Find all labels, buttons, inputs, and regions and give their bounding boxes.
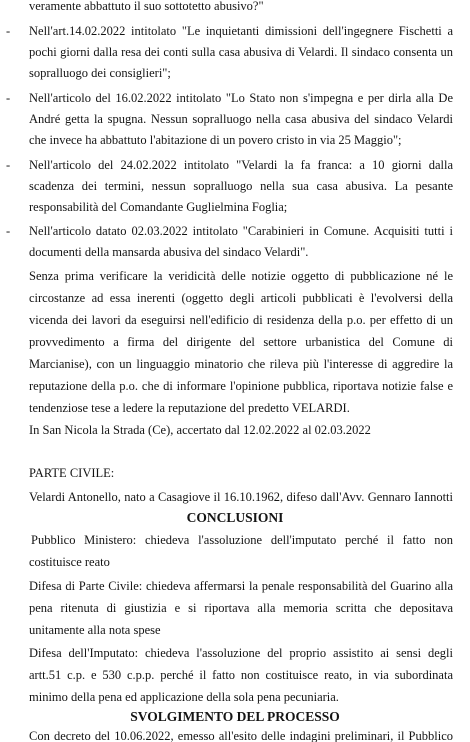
- text-line: artt.51 c.p. e 530 c.p.p. perché il fatto non costituisce reato, in via subordinata: [29, 668, 453, 682]
- text-line: veramente abbattuto il suo sottotetto abusivo?": [29, 0, 264, 13]
- text-line: Velardi Antonello, nato a Casagiove il 16.10.1962, difeso dall'Avv. Gennaro Iannotti: [29, 490, 453, 504]
- bullet-dash: -: [6, 158, 11, 172]
- text-line: Difesa dell'Imputato: chiedeva l'assoluzione del proprio assistito ai sensi degli: [29, 646, 453, 660]
- text-line: circostanze ad essa inerenti (oggetto degli articoli pubblicati è l'evolversi della: [29, 291, 453, 305]
- section-label-parte-civile: PARTE CIVILE:: [29, 466, 115, 480]
- text-line: unitamente alla nota spese: [29, 623, 161, 637]
- text-line: documenti della mansarda abusiva del sindaco Velardi".: [29, 245, 309, 259]
- bullet-dash: -: [6, 24, 11, 38]
- text-line: responsabilità del Comandante Guglielmina Foglia;: [29, 200, 288, 214]
- text-line: Nell'art.14.02.2022 intitolato "Le inquietanti dimissioni dell'ingegnere Fischetti a: [29, 24, 453, 38]
- text-line: scadenza dei termini, nessun sopralluogo nella sua casa abusiva. La pesante: [29, 179, 453, 193]
- text-line: In San Nicola la Strada (Ce), accertato dal 12.02.2022 al 02.03.2022: [29, 423, 371, 437]
- heading-conclusioni: CONCLUSIONI: [186, 510, 284, 525]
- text-line: Nell'articolo del 16.02.2022 intitolato "Lo Stato non s'impegna e per dirla alla De: [29, 91, 453, 105]
- text-line: Senza prima verificare la veridicità delle notizie oggetto di pubblicazione né le: [29, 269, 453, 283]
- heading-svolgimento-del-processo: SVOLGIMENTO DEL PROCESSO: [130, 709, 340, 724]
- text-line: che invece ha abbattuto l'abitazione di un povero cristo in via 25 Maggio";: [29, 133, 402, 147]
- bullet-dash: -: [6, 91, 11, 105]
- text-line: costituisce reato: [29, 555, 110, 569]
- text-line: Nell'articolo del 24.02.2022 intitolato "Velardi la fa franca: a 10 giorni dalla: [29, 158, 453, 172]
- text-line: Marcianise), con un linguaggio minatorio che rileva più l'interesse di aggredire la: [29, 357, 453, 371]
- bullet-dash: -: [6, 224, 11, 238]
- text-line: André getta la spugna. Nessun sopralluogo nella casa abusiva del sindaco Velardi: [29, 112, 453, 126]
- text-line: Nell'articolo datato 02.03.2022 intitolato "Carabinieri in Comune. Acquisiti tutti i: [29, 224, 453, 238]
- text-line: Con decreto del 10.06.2022, emesso all'esito delle indagini preliminari, il Pubblico: [29, 729, 453, 742]
- text-line: pena ritenuta di giustizia e si riportava alla memoria scritta che depositava: [29, 601, 453, 615]
- text-line: vicenda dei lavori da eseguirsi nell'edificio di residenza della p.o. per effetto di un: [29, 313, 453, 327]
- text-line: minimo della pena ed applicazione della sola pena pecuniaria.: [29, 690, 339, 704]
- text-line: Difesa di Parte Civile: chiedeva affermarsi la penale responsabilità del Guarino alla: [29, 579, 453, 593]
- text-line: reputazione della p.o. che di informare l'opinione pubblica, riportava notizie false e: [29, 379, 453, 393]
- text-line: pochi giorni dalla resa dei conti sulla casa abusiva di Velardi. Il sindaco consenta un: [29, 45, 453, 59]
- text-line: Pubblico Ministero: chiedeva l'assoluzione dell'imputato perché il fatto non: [31, 533, 453, 547]
- text-line: tendenziose tese a ledere la reputazione del predetto VELARDI.: [29, 401, 350, 415]
- text-line: provvedimento a firma del dirigente del settore urbanistica del Comune di: [29, 335, 453, 349]
- text-line: sopralluogo dei consiglieri";: [29, 66, 171, 80]
